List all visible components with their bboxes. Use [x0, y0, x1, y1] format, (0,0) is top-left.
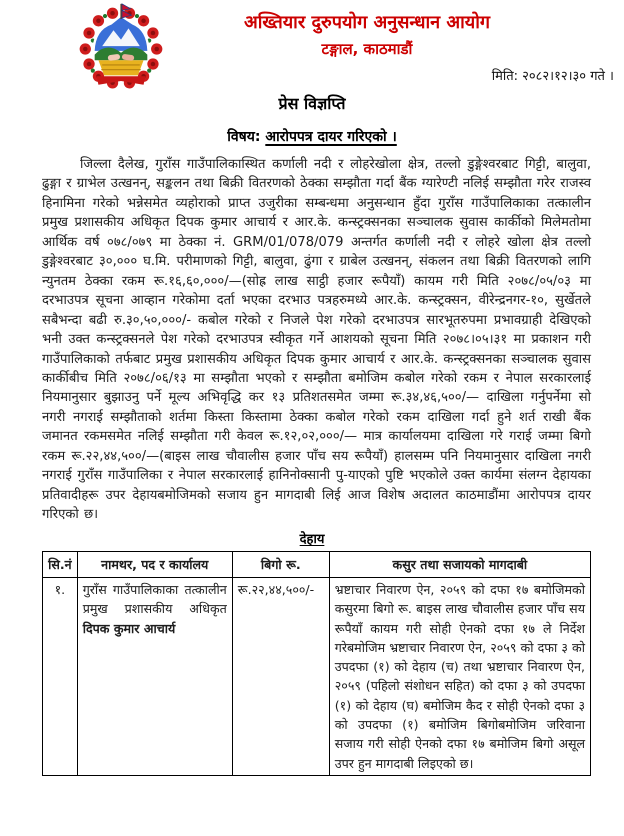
- defendants-table: [42, 551, 591, 776]
- press-release-body-paragraph: जिल्ला दैलेख, गुराँस गाउँपालिकास्थित कर्णाली नदी र लोहरेखोला क्षेत्र, तल्लो डुङ्गेश्वरबाट गिट्टी, बालुवा, ढुङ्गा र ग्राभेल उत्खनन्, सङ्कलन तथा बिक्री वितरणको ठेक्का सम्झौता गर्दा बैंक ग्यारेण्टी नलिई सम्झौता गरेर राजस्व हिनामिना गरेको भन्नेसमेत व्यहोराको प्राप्त उजुरीका सम्बन्धमा अनुसन्धान हुँदा गुराँस गाउँपालिकाका तत्कालीन प्रमुख प्रशासकीय अधिकृत दिपक कुमार आचार्य र आर.के. कन्स्ट्रक्सनका सञ्चालक सुवास कार्कीको मिलेमतोमा आर्थिक वर्ष ०७८/०७९ मा ठेक्का नं. GRM/01/078/079 अन्तर्गत कर्णाली नदी र लोहरे खोला क्षेत्र तल्लो डुङ्गेश्वरबाट ३०,००० घ.मि. परीमाणको गिट्टी, बालुवा, ढुंगा र ग्राबेल उत्खनन्, संकलन तथा बिक्री वितरणको लागि न्युनतम ठेक्का रकम रू.१६,६०,०००/—(सोह्र लाख साट्ठी हजार रूपैयाँ) कायम गरी मिति २०७८/०५/०३ मा दरभाउपत्र सूचना आव्हान गरेकोमा दर्ता भएका दरभाउ पत्रहरुमध्ये आर.के. कन्स्ट्रक्सन, वीरेन्द्रनगर-१०, सुर्खेतले सबैभन्दा बढी रु.३०,५०,०००/- कबोल गरेको र निजले पेश गरेको दरभाउपत्र सारभूतरुपमा प्रभावग्राही देखिएको भनी उक्त कन्स्ट्रक्सनले पेश गरेको दरभाउपत्र स्वीकृत गर्ने आशयको सूचना मिति २०७८।०५।३१ मा प्रकाशन गरी गाउँपालिकाको तर्फबाट प्रमुख प्रशासकीय अधिकृत दिपक कुमार आचार्य र आर.के. कन्स्ट्रक्सनका सञ्चालक सुवास कार्कीबीच मिति २०७८/०६/१३ मा सम्झौता भएको र सम्झौता बमोजिम कबोल गरेको रकम र नेपाल सरकारलाई नियमानुसार बुझाउनु पर्ने मूल्य अभिवृद्धि कर १३ प्रतिशतसमेत जम्मा रू.३४,४६,५००/— दाखिला गर्नुपर्नेमा सो नगरी नगराई सम्झौताको शर्तमा किस्ता किस्तामा ठेक्का कबोल गरेको रकम दाखिला गर्दा हुने शर्त राखी बैंक जमानत रकमसमेत नलिई सम्झौता गरी केवल रू.१२,०२,०००/— मात्र कार्यालयमा दाखिला गरे गराई जम्मा बिगो रकम रू.२२,४४,५००/—(बाइस लाख चौवालीस हजार पाँच सय रूपैयाँ) हालसम्म पनि नियमानुसार दाखिला नगरी नगराई गुराँस गाउँपालिका र नेपाल सरकारलाई हानिनोक्सानी पु-याएको पुष्टि भएकोले उक्त कार्यमा संलग्न देहायका प्रतिवादीहरू उपर देहायबमोजिमको सजाय हुन मागदाबी लिई आज विशेष अदालत काठमाडौंमा आरोपपत्र दायर गरिएको छ।: [42, 157, 591, 523]
- subject-line: [0, 127, 624, 146]
- document-header: [0, 0, 624, 146]
- nepal-emblem-logo: [66, 2, 176, 96]
- column-header-charge: कसुर तथा सजायको मागदाबी: [329, 551, 590, 577]
- table-header-row: [43, 551, 591, 577]
- subject-text: आरोपपत्र दायर गरिएको ।: [265, 129, 397, 145]
- table-caption: [0, 529, 624, 547]
- row-serial-number: १.: [43, 577, 78, 775]
- column-header-name: नामथर, पद र कार्यालय: [77, 551, 232, 577]
- table-caption-text: देहाय: [299, 531, 325, 547]
- press-release-title: प्रेस विज्ञप्ति: [278, 94, 346, 113]
- defendant-name-bold: दिपक कुमार आचार्य: [82, 620, 176, 636]
- nepal-emblem-icon: [66, 2, 176, 96]
- column-header-sn: सि.नं: [43, 551, 78, 577]
- date-line: मिति: २०८२।१२।३० गते ।: [491, 69, 614, 84]
- subject-label: विषय:: [227, 129, 261, 145]
- defendant-position-text: गुराँस गाउँपालिकाका तत्कालीन प्रमुख प्रशासकीय अधिकृत: [82, 581, 227, 617]
- row-amount: रू.२२,४४,५००/-: [232, 577, 329, 775]
- row-charge-text: भ्रष्टाचार निवारण ऐन, २०५९ को दफा १७ बमोजिमको कसुरमा बिगो रू. बाइस लाख चौवालीस हजार पाँच सय रूपैयाँ कायम गरी सोही ऐनको दफा १७ ले निर्देश गरेबमोजिम भ्रष्टाचार निवारण ऐन, २०५९ को दफा ३ को उपदफा (१) को देहाय (च) तथा भ्रष्टाचार निवारण ऐन, २०५९ (पहिलो संशोधन सहित) को दफा ३ को उपदफा (१) को देहाय (घ) बमोजिम कैद र सोही ऐनको दफा ३ को उपदफा (१) बमोजिम बिगोबमोजिम जरिवाना सजाय गरी सोही ऐनको दफा १७ बमोजिम बिगो असूल उपर हुन मागदाबी लिइएको छ।: [329, 577, 590, 775]
- column-header-amount: बिगो रू.: [232, 551, 329, 577]
- org-name-title: अख्तियार दुरुपयोग अनुसन्धान आयोग: [243, 12, 491, 33]
- row-defendant-name: [77, 577, 232, 775]
- table-row: [43, 577, 591, 775]
- org-address: टङ्गाल, काठमाडौं: [321, 40, 413, 58]
